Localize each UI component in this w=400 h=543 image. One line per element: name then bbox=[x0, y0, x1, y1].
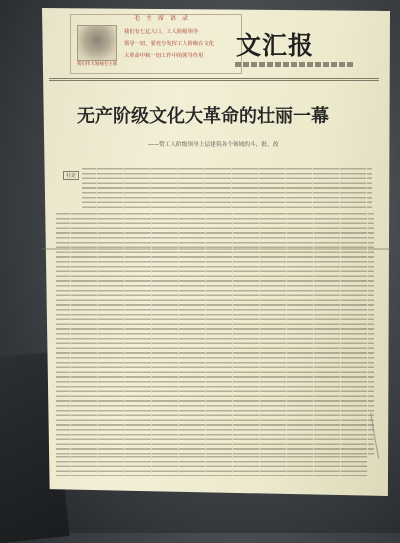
article-body-main bbox=[56, 213, 374, 456]
masthead-rule-2 bbox=[49, 80, 379, 81]
article-body-bottom bbox=[56, 456, 368, 476]
masthead-caption: 我们伟大领袖毛主席 bbox=[76, 62, 118, 67]
masthead-quote-line-2: 领导一切，要充分发挥工人阶级在文化 bbox=[124, 41, 215, 47]
subheadline: ——赞工人阶级领导上层建筑各个领域的斗、批、改 bbox=[147, 142, 279, 148]
masthead-rule bbox=[49, 78, 379, 79]
paper-title: 文汇报 bbox=[236, 31, 315, 60]
portrait-image bbox=[77, 25, 117, 61]
headline: 无产阶级文化大革命的壮丽一幕 bbox=[77, 106, 329, 127]
article-body-top bbox=[82, 168, 372, 211]
masthead-quote-line-1: 我们有七亿人口，工人阶级领导 bbox=[124, 29, 199, 35]
masthead-quote-title: 毛主席语录 bbox=[133, 15, 194, 22]
masthead-quote-line-3: 大革命中和一切工作中的领导作用 bbox=[124, 53, 204, 59]
paper-meta-line bbox=[235, 62, 353, 67]
section-label: 社论 bbox=[63, 171, 79, 180]
